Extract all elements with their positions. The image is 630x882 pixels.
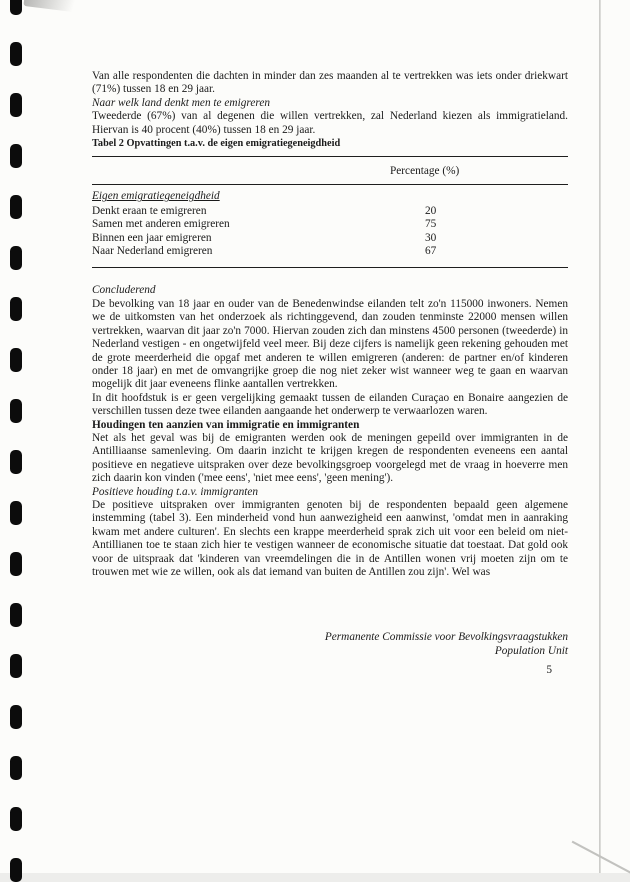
immigration-heading: Houdingen ten aanzien van immigratie en immigranten (92, 418, 360, 431)
binding-hole (10, 93, 22, 117)
table-row-value: 20 (425, 204, 437, 217)
table-row-label: Denkt eraan te emigreren (92, 204, 207, 217)
table-header-row (92, 157, 568, 184)
concluding-paragraph: De bevolking van 18 jaar en ouder van de Benedenwindse eilanden telt zo'n 115000 inwoners. Nemen we de uitkomsten van het onderzoek als richtinggevend, dan zouden tenminste 22000 mensen willen vertrekken, waarvan dit jaar zo'n 7000. Hiervan zouden zich dan minstens 4500 personen (tweederde) in Nederland vestigen - en ongetwijfeld veel meer. Bij deze cijfers is namelijk geen rekening gehouden met de grote meerderheid die opgaf met anderen te willen emigreren (anderen: de partner en/of kinderen onder 18 jaar) en met de omvangrijke groep die nog niet zeker wist wanneer weg te gaan en waarvan mogelijk dit jaar eveneens flinke aantallen vertrekken. (92, 297, 568, 391)
binding-hole (10, 399, 22, 423)
table-row (92, 232, 568, 245)
positive-heading: Positieve houding t.a.v. immigranten (92, 485, 259, 498)
binding-hole (10, 144, 22, 168)
binding-hole (10, 807, 22, 831)
emigrate-paragraph: Tweederde (67%) van al degenen die willen vertrekken, zal Nederland kiezen als immigratieland. Hiervan is 40 procent (40%) tussen 18 en 29 jaar. (92, 110, 568, 136)
table-row-value: 75 (425, 218, 437, 231)
comparison-paragraph: In dit hoofdstuk is er geen vergelijking gemaakt tussen de eilanden Curaçao en Bonaire aangezien de verschillen tussen deze twee eilanden aangaande het onderwerp te verwaarlozen waren. (92, 391, 568, 418)
table-stub-header: Eigen emigratiegeneigdheid (92, 190, 220, 203)
binding-hole (10, 450, 22, 474)
table-row-label: Naar Nederland emigreren (92, 245, 213, 258)
emigrate-heading: Naar welk land denkt men te emigreren (92, 96, 270, 109)
table-row-value: 30 (425, 231, 437, 244)
page-number: 5 (546, 664, 552, 677)
page-footer (92, 631, 568, 677)
scan-smudge (23, 0, 90, 14)
page-edge (599, 0, 601, 873)
positive-paragraph: De positieve uitspraken over immigranten genoten bij de respondenten bepaald geen algemene instemming (tabel 3). Een minderheid vond hun aanwezigheid een aanwinst, 'omdat men in aanraking kwam met andere culturen'. En slechts een krappe meerderheid sprak zich uit voor een beleid om niet-Antillianen toe te staan zich hier te vestigen wanneer de economische situatie dat toestaat. Dat gold ook voor de uitspraak dat 'kinderen van vreemdelingen die in de Antillen wonen vrij moeten zijn om te trouwen met wie ze willen, ook als dat iemand van buiten de Antillen zou zijn'. Wel was (92, 498, 568, 578)
concluding-heading: Concluderend (92, 284, 156, 297)
intro-paragraph: Van alle respondenten die dachten in minder dan zes maanden al te vertrekken was iets onder driekwart (71%) tussen 18 en 29 jaar. (92, 70, 568, 96)
binding-hole (10, 756, 22, 780)
binding-hole (10, 603, 22, 627)
binding-hole (10, 348, 22, 372)
table-2 (92, 156, 568, 268)
binding-hole (10, 858, 22, 882)
page-content (92, 70, 568, 678)
binding-hole (10, 552, 22, 576)
table-row-label: Binnen een jaar emigreren (92, 231, 212, 244)
binding-hole (10, 0, 22, 15)
table-caption: Tabel 2 Opvattingen t.a.v. de eigen emigratiegeneigdheid (92, 138, 341, 150)
binding-hole (10, 42, 22, 66)
table-row (92, 205, 568, 218)
binding-hole (10, 705, 22, 729)
binding-hole (10, 501, 22, 525)
binding-hole (10, 654, 22, 678)
binding-hole (10, 297, 22, 321)
table-value-header: Percentage (%) (390, 165, 460, 178)
table-rule-bottom (92, 267, 568, 268)
table-row (92, 218, 568, 231)
table-row-label: Samen met anderen emigreren (92, 218, 230, 231)
binding-hole (10, 195, 22, 219)
table-row (92, 245, 568, 258)
footer-unit: Population Unit (494, 644, 568, 657)
immigration-paragraph: Net als het geval was bij de emigranten werden ook de meningen gepeild over immigranten in de Antilliaanse samenleving. Om daarin inzicht te krijgen kregen de respondenten eveneens een aantal positieve en negatieve uitspraken over deze bevolkingsgroep voorgelegd met de vraag in hoeverre men zich daarin kon vinden ('mee eens', 'niet mee eens', 'geen mening'). (92, 431, 568, 485)
binding-strip (10, 0, 22, 882)
footer-organization: Permanente Commissie voor Bevolkingsvraagstukken (324, 631, 568, 644)
table-row-value: 67 (425, 245, 437, 258)
binding-hole (10, 246, 22, 270)
